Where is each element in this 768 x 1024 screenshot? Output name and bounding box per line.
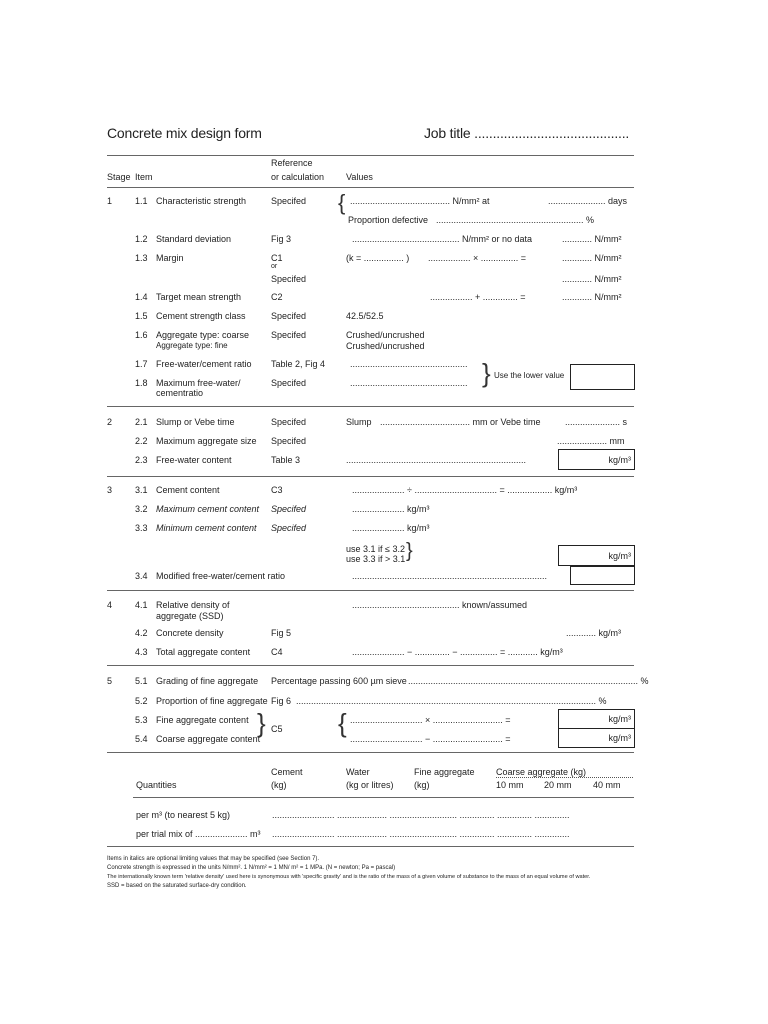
column-stage: Stage xyxy=(107,172,131,182)
value-field[interactable]: ................. + .............. = xyxy=(430,292,526,302)
item-label: Cement content xyxy=(156,485,220,495)
item-number: 5.4 xyxy=(135,734,148,744)
item-number: 5.1 xyxy=(135,676,148,686)
coarse-divider xyxy=(496,777,633,778)
divider xyxy=(107,590,634,591)
item-number: 3.2 xyxy=(135,504,148,514)
value-option[interactable]: Crushed/uncrushed xyxy=(346,341,425,351)
value-field[interactable]: ............ N/mm² xyxy=(562,253,622,263)
item-number: 4.1 xyxy=(135,600,148,610)
item-reference: C5 xyxy=(271,724,283,734)
italic-text: Maximum cement content xyxy=(156,504,260,514)
item-reference: Fig 6 xyxy=(271,696,292,706)
item-label: Maximum aggregate size xyxy=(156,436,257,446)
item-number: 2.3 xyxy=(135,455,148,465)
stage-number: 4 xyxy=(107,600,113,610)
qty-label: Quantities xyxy=(136,780,177,790)
column-reference-sub: or calculation xyxy=(271,172,325,182)
italic-text: Minimum cement content xyxy=(156,523,257,533)
value-field[interactable]: ..................... − .............. − ............... = ............ kg/m³ xyxy=(352,647,563,657)
item-reference: C4 xyxy=(271,647,283,657)
item-label: Maximum free-water/ xyxy=(156,378,241,388)
item-label: Free-water content xyxy=(156,455,232,465)
footnote: SSD = based on the saturated surface-dry condition. xyxy=(107,883,247,889)
value-field[interactable]: ........................................................................................................................ % xyxy=(296,696,607,706)
value-field[interactable]: .................................... mm or Vebe time xyxy=(380,417,541,427)
value-field[interactable]: ............................................... xyxy=(350,378,468,388)
per-trial-label[interactable]: per trial mix of ..................... m³ xyxy=(136,829,261,839)
value-field[interactable]: (k = ................ ) xyxy=(346,253,410,263)
qty-header-cement: Cement xyxy=(271,767,303,777)
footnote: The internationally known term 'relative density' used here is synonymous with 'specific gravity' and is the ratio of the mass of a given volume of substance to the mass of an equal volume of water. xyxy=(107,874,591,880)
item-label: Cement strength class xyxy=(156,311,246,321)
value-field[interactable]: ....................... days xyxy=(548,196,628,206)
qty-header-fine: Fine aggregate xyxy=(414,767,475,777)
item-label: Coarse aggregate content xyxy=(156,734,261,744)
stage-number: 3 xyxy=(107,485,113,495)
brace-icon: { xyxy=(338,708,347,738)
qty-header-cement-unit: (kg) xyxy=(271,780,287,790)
item-number: 3.4 xyxy=(135,571,148,581)
value-field[interactable]: ........................................................................ xyxy=(346,455,527,465)
column-item: Item xyxy=(135,172,153,182)
qty-header-water: Water xyxy=(346,767,370,777)
item-number: 1.7 xyxy=(135,359,148,369)
value-field[interactable]: ..................... kg/m³ xyxy=(352,523,430,533)
lower-value-note: Use the lower value xyxy=(494,371,565,380)
unit-label: kg/m³ xyxy=(608,714,631,724)
divider xyxy=(107,476,634,477)
item-number: 5.2 xyxy=(135,696,148,706)
qty-header-fine-unit: (kg) xyxy=(414,780,430,790)
item-reference: Specifed xyxy=(271,311,307,321)
qty-header-20mm: 20 mm xyxy=(544,780,572,790)
stage-number: 2 xyxy=(107,417,113,427)
item-label: Characteristic strength xyxy=(156,196,247,206)
footnote: Concrete strength is expressed in the units N/mm². 1 N/mm² = 1 MN/ m² = 1 MPa. (N = newton; Pa = pascal) xyxy=(107,865,396,871)
item-reference: Fig 3 xyxy=(271,234,292,244)
item-label: Aggregate type: coarse xyxy=(156,330,250,340)
value-field[interactable]: ............ N/mm² xyxy=(562,274,622,284)
rule-text: use 3.1 if ≤ 3.2 xyxy=(346,544,405,554)
qty-header-10mm: 10 mm xyxy=(496,780,524,790)
item-reference: Specifed xyxy=(271,378,307,388)
divider xyxy=(107,406,634,407)
item-label: Proportion of fine aggregate xyxy=(156,696,268,706)
brace-close-icon: } xyxy=(257,708,266,738)
value-field[interactable]: ........................................... known/assumed xyxy=(352,600,528,610)
item-label: Target mean strength xyxy=(156,292,242,302)
brace-close-icon: } xyxy=(406,540,413,562)
column-values: Values xyxy=(346,172,373,182)
value-field[interactable]: ........................................... N/mm² or no data xyxy=(352,234,533,244)
item-label: Standard deviation xyxy=(156,234,232,244)
divider xyxy=(107,155,634,156)
divider xyxy=(133,797,634,798)
item-reference: C3 xyxy=(271,485,283,495)
value-field[interactable]: ..................... ÷ ................................. = .................. kg/m³ xyxy=(352,485,578,495)
item-reference: Specifed xyxy=(271,274,307,284)
item-reference: C1 xyxy=(271,253,283,263)
item-reference-or: or xyxy=(271,263,278,270)
unit-label: kg/m³ xyxy=(608,551,631,561)
item-label: Relative density of xyxy=(156,600,230,610)
rule-text: use 3.3 if > 3.1 xyxy=(346,554,406,564)
value-option[interactable]: Crushed/uncrushed xyxy=(346,330,425,340)
item-number: 3.3 xyxy=(135,523,148,533)
value-field[interactable]: ............................. − ............................ = xyxy=(350,734,511,744)
unit-label: kg/m³ xyxy=(608,455,631,465)
item-label: Free-water/cement ratio xyxy=(156,359,252,369)
item-number: 4.2 xyxy=(135,628,148,638)
modified-ratio-box[interactable] xyxy=(570,566,635,585)
item-label: aggregate (SSD) xyxy=(156,611,224,621)
item-number: 1.8 xyxy=(135,378,148,388)
column-reference: Reference xyxy=(271,158,313,168)
value-field[interactable]: ................. × ............... = xyxy=(428,253,527,263)
per-m3-values[interactable]: ......................... .................... ........................... .............. .............. .............. xyxy=(272,810,570,820)
item-number: 1.4 xyxy=(135,292,148,302)
italic-text: Specifed xyxy=(271,504,307,514)
item-number: 2.2 xyxy=(135,436,148,446)
value-field[interactable]: ..................... kg/m³ xyxy=(352,504,430,514)
unit-label: kg/m³ xyxy=(608,733,631,743)
divider xyxy=(107,846,634,847)
item-reference xyxy=(271,523,306,533)
item-label: cementratio xyxy=(156,388,204,398)
item-reference: Specifed xyxy=(271,196,307,206)
item-label: Concrete density xyxy=(156,628,224,638)
item-label: Margin xyxy=(156,253,184,263)
item-reference: Fig 5 xyxy=(271,628,292,638)
value-field[interactable]: ............ N/mm² xyxy=(562,292,622,302)
value-field[interactable]: .................... mm xyxy=(557,436,625,446)
item-number: 4.3 xyxy=(135,647,148,657)
item-number: 1.6 xyxy=(135,330,148,340)
brace-close-icon: } xyxy=(482,358,491,388)
item-reference: Specifed xyxy=(271,417,307,427)
item-label: Grading of fine aggregate xyxy=(156,676,259,686)
divider xyxy=(107,665,634,666)
per-trial-values[interactable]: ......................... .................... ........................... .............. .............. .............. xyxy=(272,829,570,839)
stage-number: 1 xyxy=(107,196,113,206)
item-label: Fine aggregate content xyxy=(156,715,249,725)
item-number: 2.1 xyxy=(135,417,148,427)
qty-header-40mm: 40 mm xyxy=(593,780,621,790)
cement-content-box[interactable] xyxy=(558,545,635,566)
item-label-italic xyxy=(156,523,257,533)
value-field[interactable]: .............................................................................. xyxy=(352,571,548,581)
value-field[interactable]: ...................... s xyxy=(565,417,628,427)
item-number: 1.5 xyxy=(135,311,148,321)
item-reference xyxy=(271,504,306,514)
footnote: Items in italics are optional limiting values that may be specified (see Section 7). xyxy=(107,856,320,862)
value-field[interactable]: ............................. × ............................ = xyxy=(350,715,511,725)
value-field[interactable]: ............................................... xyxy=(350,359,468,369)
item-reference: Table 2, Fig 4 xyxy=(271,359,326,369)
item-label: Aggregate type: fine xyxy=(156,341,228,350)
value-option[interactable]: 42.5/52.5 xyxy=(346,311,384,321)
item-reference: Table 3 xyxy=(271,455,301,465)
per-m3-label: per m³ (to nearest 5 kg) xyxy=(136,810,231,820)
item-label: Modified free-water/cement ratio xyxy=(156,571,286,581)
value-field[interactable]: ........................................ N/mm² at xyxy=(350,196,490,206)
value-field[interactable]: ............ N/mm² xyxy=(562,234,622,244)
job-title-field[interactable]: Job title .......................................... xyxy=(424,125,630,141)
item-number: 1.1 xyxy=(135,196,148,206)
item-reference: Specifed xyxy=(271,330,307,340)
italic-text: Specifed xyxy=(271,523,307,533)
item-label: Total aggregate content xyxy=(156,647,251,657)
item-reference: Percentage passing 600 µm sieve xyxy=(271,676,407,686)
brace-icon: { xyxy=(338,190,346,215)
item-number: 3.1 xyxy=(135,485,148,495)
divider xyxy=(107,187,634,188)
value-label: Proportion defective xyxy=(348,215,429,225)
form-title: Concrete mix design form xyxy=(107,125,262,141)
coarse-aggregate-box[interactable] xyxy=(558,728,635,748)
stage-number: 5 xyxy=(107,676,113,686)
value-field[interactable]: ........................................................... % xyxy=(436,215,595,225)
qty-header-water-unit: (kg or litres) xyxy=(346,780,394,790)
value-field[interactable]: ............ kg/m³ xyxy=(566,628,622,638)
divider xyxy=(107,752,634,753)
lower-value-box[interactable] xyxy=(570,364,635,390)
qty-header-coarse: Coarse aggregate (kg) xyxy=(496,767,587,777)
item-label: Slump or Vebe time xyxy=(156,417,235,427)
item-number: 1.3 xyxy=(135,253,148,263)
item-number: 1.2 xyxy=(135,234,148,244)
item-reference: C2 xyxy=(271,292,283,302)
item-number: 5.3 xyxy=(135,715,148,725)
value-field[interactable]: ............................................................................................ % xyxy=(408,676,649,686)
item-reference: Specifed xyxy=(271,436,307,446)
free-water-box[interactable] xyxy=(558,449,635,470)
value-label: Slump xyxy=(346,417,372,427)
item-label-italic xyxy=(156,504,259,514)
fine-aggregate-box[interactable] xyxy=(558,709,635,729)
